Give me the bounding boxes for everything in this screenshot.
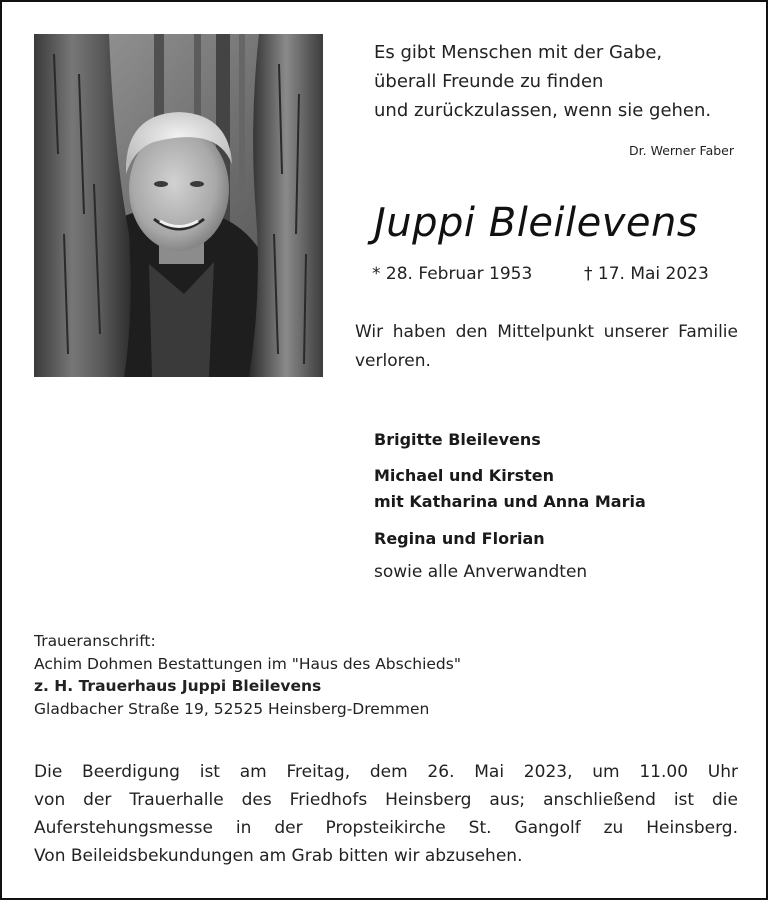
funeral-line: Die Beerdigung ist am Freitag, dem 26. Mai 2023, um 11.00 Uhr (34, 762, 738, 782)
condolence-note: Von Beileidsbekundungen am Grab bitten wir abzusehen. (34, 846, 523, 866)
family-member: Brigitte Bleilevens (374, 430, 541, 449)
address-line: z. H. Trauerhaus Juppi Bleilevens (34, 677, 322, 695)
family-member-line: Michael und Kirsten (374, 466, 554, 485)
quote-line: überall Freunde zu finden (374, 71, 604, 92)
family-member: Regina und Florian (374, 529, 545, 548)
quote-author: Dr. Werner Faber (629, 143, 734, 158)
quote-line: Es gibt Menschen mit der Gabe, (374, 42, 663, 63)
address-line: Achim Dohmen Bestattungen im "Haus des Abschieds" (34, 654, 461, 673)
family-member-line: mit Katharina und Anna Maria (374, 492, 646, 511)
funeral-info (34, 758, 738, 842)
mourning-address (34, 630, 461, 720)
relatives-line: sowie alle Anverwandten (374, 562, 588, 582)
quote (374, 38, 711, 125)
lead-text: Wir haben den Mittelpunkt unserer Familie verloren. (355, 322, 738, 371)
portrait-photo-illustration (34, 34, 323, 377)
portrait-photo (34, 34, 323, 377)
death-date: † 17. Mai 2023 (584, 264, 709, 284)
birth-date: * 28. Februar 1953 (372, 264, 533, 284)
funeral-line: Auferstehungsmesse in der Propsteikirche St. Gangolf zu Heinsberg. (34, 818, 738, 838)
address-label: Traueranschrift: (34, 632, 156, 650)
family-member (374, 463, 646, 515)
address-line: Gladbacher Straße 19, 52525 Heinsberg-Dremmen (34, 699, 430, 718)
quote-line: und zurückzulassen, wenn sie gehen. (374, 100, 712, 121)
funeral-line: von der Trauerhalle des Friedhofs Heinsberg aus; anschließend ist die (34, 790, 738, 810)
deceased-name: Juppi Bleilevens (374, 200, 699, 246)
